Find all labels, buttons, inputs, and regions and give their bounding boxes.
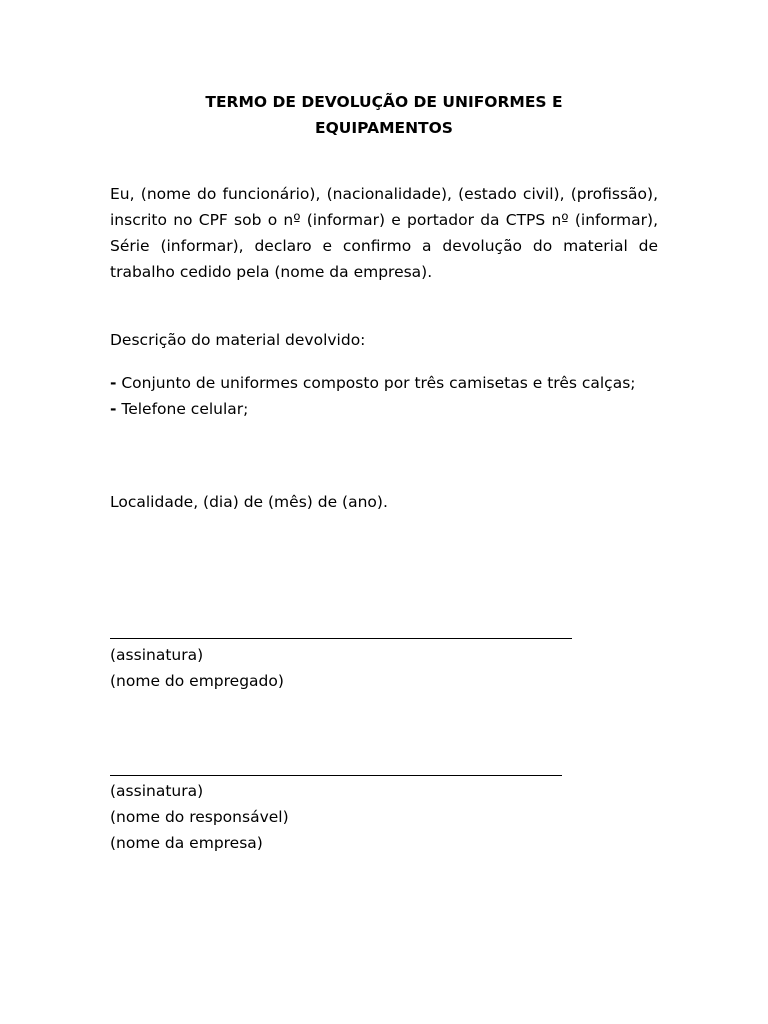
list-item-text: Telefone celular; xyxy=(116,400,249,418)
list-item xyxy=(110,396,658,422)
responsible-word: responsável) xyxy=(189,808,289,826)
list-item xyxy=(110,370,658,396)
description-heading: Descrição do material devolvido: xyxy=(110,331,366,349)
employee-signature-label: (assinatura) xyxy=(110,646,204,664)
company-name-label: (nome da empresa) xyxy=(110,834,263,852)
responsible-word: do xyxy=(164,808,185,826)
company-signature-label: (assinatura) xyxy=(110,782,204,800)
document-title xyxy=(110,89,658,141)
title-line-1: TERMO DE DEVOLUÇÃO DE UNIFORMES E xyxy=(205,93,563,111)
document-page xyxy=(110,0,658,1024)
employee-signature-block xyxy=(110,642,658,694)
material-list xyxy=(110,370,658,422)
list-dash: - xyxy=(110,374,117,392)
intro-paragraph: Eu, (nome do funcionário), (nacionalidade), (estado civil), (profissão), inscrito no CPF sob o nº (informar) e portador da CTPS nº (informar), Série (informar), declaro e confirmo a devolução do material de trabalho cedido pela (nome da empresa). xyxy=(110,185,658,281)
responsible-name-label xyxy=(110,804,658,830)
list-dash: - xyxy=(110,400,117,418)
place-date: Localidade, (dia) de (mês) de (ano). xyxy=(110,493,388,511)
company-signature-line xyxy=(110,774,562,776)
responsible-word: (nome xyxy=(110,808,160,826)
company-signature-block xyxy=(110,778,658,856)
employee-name-label: (nome do empregado) xyxy=(110,672,284,690)
list-item-text: Conjunto de uniformes composto por três camisetas e três calças; xyxy=(116,374,636,392)
employee-signature-line xyxy=(110,637,572,639)
title-line-2: EQUIPAMENTOS xyxy=(315,119,453,137)
